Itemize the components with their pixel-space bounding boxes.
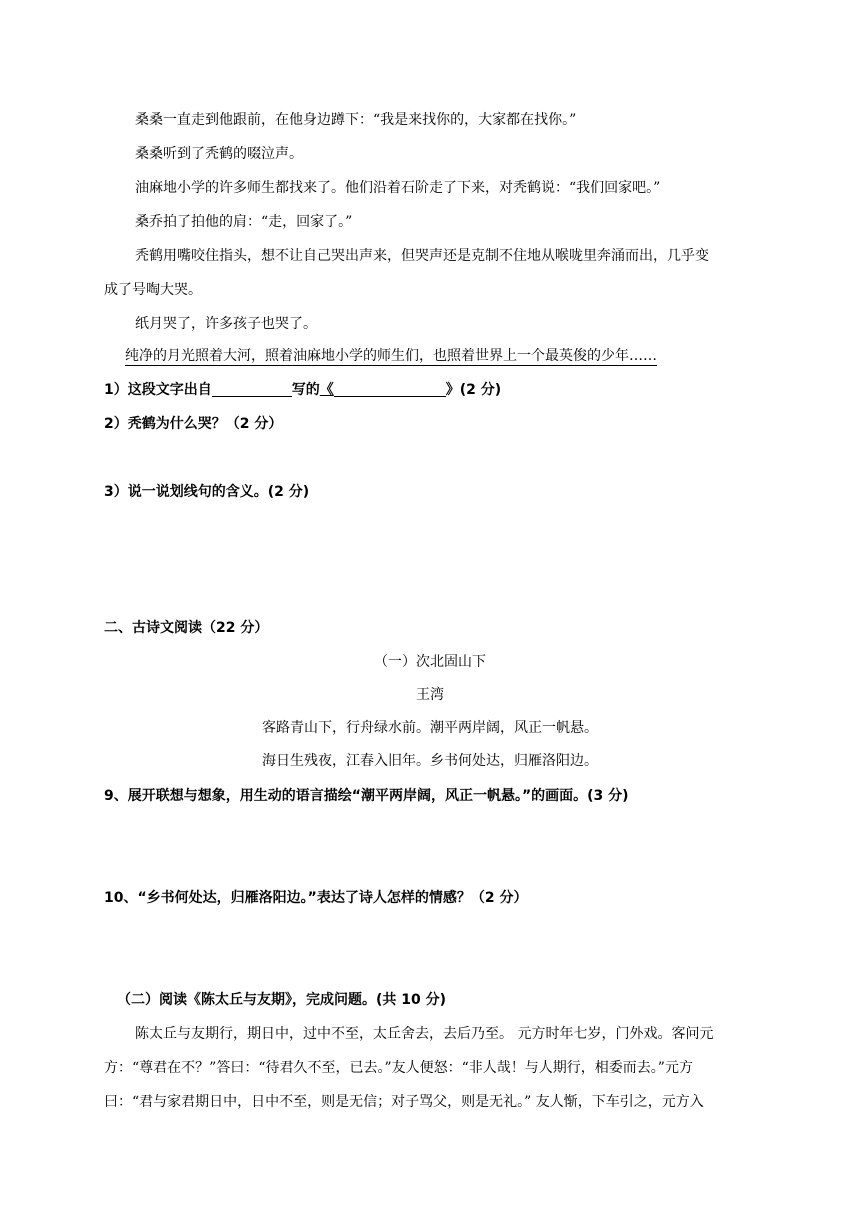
poem-line-1: 客路青山下，行舟绿水前。潮平两岸阔，风正一帆悬。	[262, 720, 598, 736]
poem-title: （一）次北固山下	[374, 654, 486, 670]
question-1-prefix: 1）这段文字出自	[104, 382, 212, 398]
passage-paragraph-2: 桑桑听到了秃鹤的啜泣声。	[135, 146, 303, 162]
question-1-open-bracket: 《	[319, 382, 334, 398]
question-3: 3）说一说划线句的含义。(2 分)	[104, 484, 310, 500]
author-blank[interactable]	[212, 382, 292, 397]
question-2: 2）秃鹤为什么哭？（2 分）	[104, 416, 283, 432]
question-10: 10、“乡书何处达，归雁洛阳边。”表达了诗人怎样的情感？（2 分）	[104, 890, 528, 906]
passage-paragraph-3: 油麻地小学的许多师生都找来了。他们沿着石阶走了下来，对秃鹤说：“我们回家吧。”	[135, 180, 661, 196]
classical-text-line-3: 曰：“君与家君期日中，日中不至，则是无信；对子骂父，则是无礼。” 友人惭，下车引之，元方入	[104, 1094, 704, 1110]
passage-paragraph-5-line-1: 秃鹤用嘴咬住指头，想不让自己哭出声来，但哭声还是克制不住地从喉咙里奔涌而出，几乎变	[135, 248, 709, 264]
underlined-sentence: 纯净的月光照着大河，照着油麻地小学的师生们，也照着世界上一个最英俊的少年……	[125, 348, 657, 364]
section-3-heading: （二）阅读《陈太丘与友期》，完成问题。(共 10 分)	[117, 992, 447, 1008]
classical-text-line-1: 陈太丘与友期行，期日中，过中不至，太丘舍去，去后乃至。 元方时年七岁，门外戏。客问元	[135, 1026, 714, 1042]
question-1-suffix: 》(2 分)	[445, 382, 502, 398]
passage-paragraph-1: 桑桑一直走到他跟前，在他身边蹲下：“我是来找你的，大家都在找你。”	[135, 112, 577, 128]
passage-paragraph-6: 纸月哭了，许多孩子也哭了。	[135, 316, 317, 332]
poem-line-2: 海日生残夜，江春入旧年。乡书何处达，归雁洛阳边。	[262, 753, 598, 769]
classical-text-line-2: 方：“尊君在不？”答曰：“待君久不至，已去。”友人便怒：“非人哉！与人期行，相委而去。”元方	[104, 1060, 693, 1076]
title-blank[interactable]	[334, 382, 446, 397]
section-2-heading: 二、古诗文阅读（22 分）	[104, 620, 269, 636]
question-9: 9、展开联想与想象，用生动的语言描绘“潮平两岸阔，风正一帆悬。”的画面。(3 分)	[104, 788, 629, 804]
question-1	[104, 381, 501, 399]
question-1-mid: 写的	[291, 382, 320, 398]
passage-paragraph-5-line-2: 成了号啕大哭。	[104, 282, 202, 298]
poem-author: 王湾	[416, 687, 444, 703]
passage-paragraph-4: 桑乔拍了拍他的肩：“走，回家了。”	[135, 214, 353, 230]
